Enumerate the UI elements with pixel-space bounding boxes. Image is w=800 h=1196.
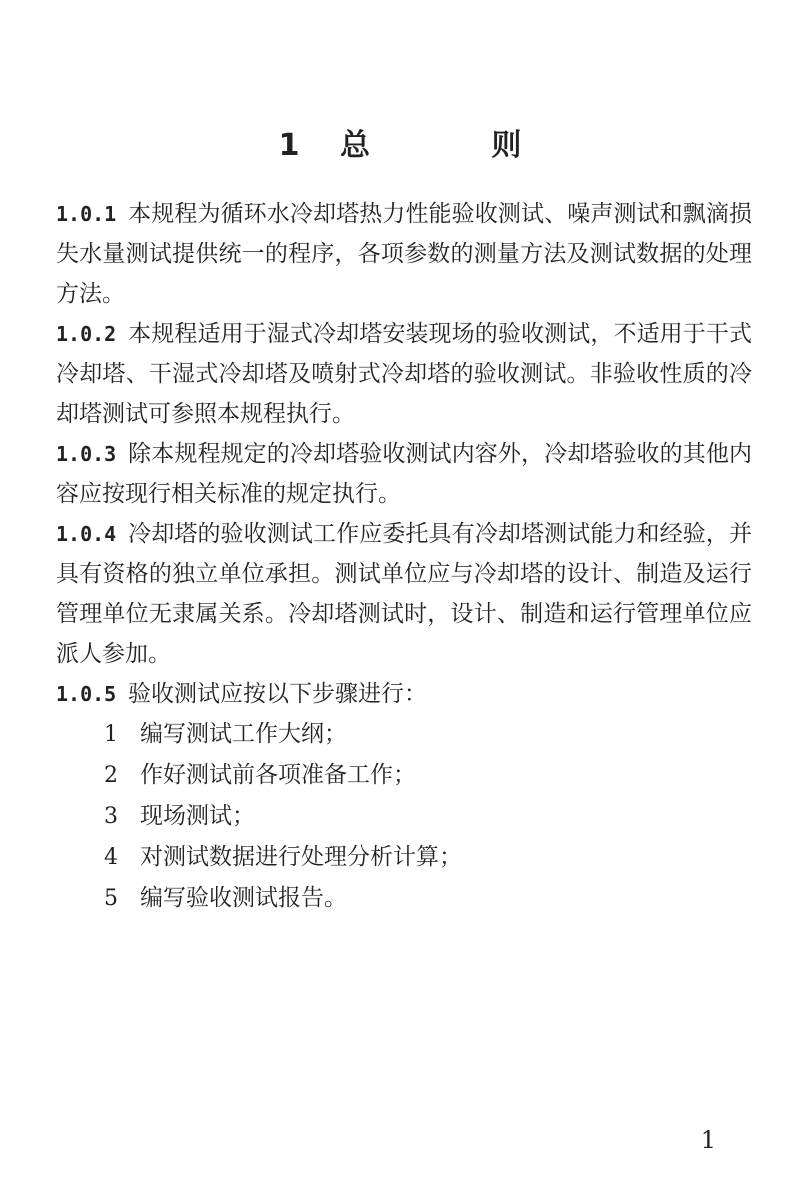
list-item xyxy=(56,837,752,878)
clause-text: 冷却塔的验收测试工作应委托具有冷却塔测试能力和经验，并具有资格的独立单位承担。测试单位应与冷却塔的设计、制造及运行管理单位无隶属关系。冷却塔测试时，设计、制造和运行管理单位应派人参加。 xyxy=(56,521,752,667)
step-number: 1 xyxy=(104,722,118,747)
clause-text: 本规程为循环水冷却塔热力性能验收测试、噪声测试和飘滴损失水量测试提供统一的程序，各项参数的测量方法及测试数据的处理方法。 xyxy=(56,201,752,307)
step-text: 对测试数据进行处理分析计算； xyxy=(140,844,462,870)
clause-number: 1.0.1 xyxy=(56,202,117,226)
step-number: 3 xyxy=(104,804,118,829)
chapter-body xyxy=(56,194,752,919)
clause-1-0-4 xyxy=(56,514,752,674)
clause-1-0-2 xyxy=(56,314,752,434)
clause-number: 1.0.2 xyxy=(56,322,117,346)
clause-text: 除本规程规定的冷却塔验收测试内容外，冷却塔验收的其他内容应按现行相关标准的规定执行。 xyxy=(56,441,752,507)
clause-1-0-3 xyxy=(56,434,752,514)
step-text: 编写测试工作大纲； xyxy=(140,721,347,747)
step-list xyxy=(56,714,752,919)
list-item xyxy=(56,755,752,796)
clause-1-0-1 xyxy=(56,194,752,314)
list-item xyxy=(56,796,752,837)
chapter-title: 1 总 则 xyxy=(278,128,522,163)
step-text: 作好测试前各项准备工作； xyxy=(140,762,416,788)
step-number: 5 xyxy=(104,886,118,911)
clause-text: 验收测试应按以下步骤进行： xyxy=(128,681,427,707)
list-item xyxy=(56,878,752,919)
page-number: 1 xyxy=(700,1126,716,1154)
step-number: 4 xyxy=(104,845,118,870)
step-text: 现场测试； xyxy=(140,803,255,829)
step-number: 2 xyxy=(104,763,118,788)
step-text: 编写验收测试报告。 xyxy=(140,885,347,911)
clause-number: 1.0.3 xyxy=(56,442,117,466)
clause-1-0-5 xyxy=(56,674,752,714)
clause-text: 本规程适用于湿式冷却塔安装现场的验收测试，不适用于干式冷却塔、干湿式冷却塔及喷射式冷却塔的验收测试。非验收性质的冷却塔测试可参照本规程执行。 xyxy=(56,321,752,427)
clause-number: 1.0.5 xyxy=(56,682,117,706)
list-item xyxy=(56,714,752,755)
clause-number: 1.0.4 xyxy=(56,522,117,546)
